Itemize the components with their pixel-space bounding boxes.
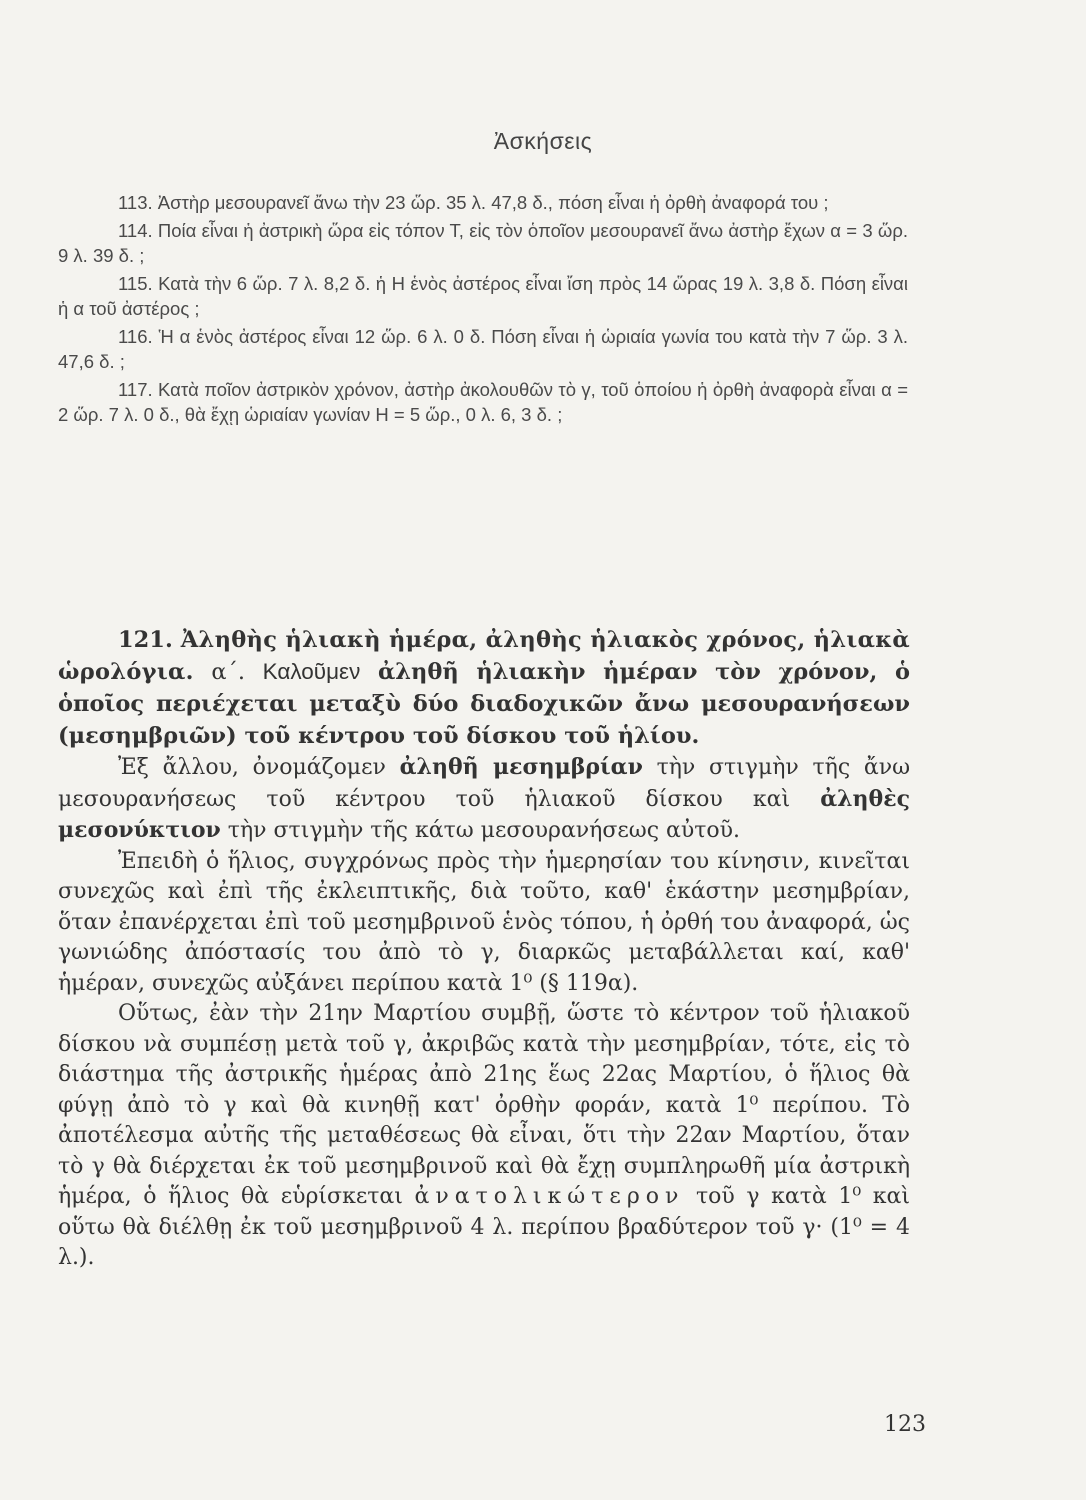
subsection-label: α΄. bbox=[211, 659, 245, 685]
section-lead bbox=[58, 624, 910, 752]
p2-text-a: Ἐξ ἄλλου, ὀνομάζομεν bbox=[118, 755, 386, 780]
definition-intro: Καλοῦμεν bbox=[262, 659, 361, 684]
exercises-list bbox=[58, 190, 908, 430]
exercise-116: 116. Ἡ α ἑνὸς ἀστέρος εἶναι 12 ὥρ. 6 λ. 0 δ. Πόση εἶναι ἡ ὡριαία γωνία του κατὰ τὴν 7 ὥρ. 3 λ. 47,6 δ. ; bbox=[58, 326, 908, 372]
paragraph-noon-midnight bbox=[58, 752, 910, 847]
term-true-noon: ἀληθῆ μεσημβρίαν bbox=[399, 754, 643, 780]
section-number: 121. bbox=[118, 627, 173, 653]
p2-text-c: τὴν στιγμὴν τῆς ἄνω μεσουρανήσεως τοῦ κέντρου τοῦ ἡλιακοῦ δίσκου καὶ bbox=[58, 755, 911, 812]
exercise-117: 117. Κατὰ ποῖον ἀστρικὸν χρόνον, ἀστὴρ ἀκολουθῶν τὸ γ, τοῦ ὁποίου ἡ ὀρθὴ ἀναφορὰ εἶναι α = 2 ὥρ. 7 λ. 0 δ., θὰ ἔχῃ ὡριαίαν γωνίαν Η = 5 ὥρ., 0 λ. 6, 3 δ. ; bbox=[58, 379, 908, 425]
exercise-115: 115. Κατὰ τὴν 6 ὥρ. 7 λ. 8,2 δ. ἡ Η ἑνὸς ἀστέρος εἶναι ἴση πρὸς 14 ὥρας 19 λ. 3,8 δ. Πόση εἶναι ἡ α τοῦ ἀστέρος ; bbox=[58, 273, 908, 319]
p4-text-c: τοῦ γ κατὰ 1⁰ καὶ οὕτω θὰ διέλθῃ ἐκ τοῦ μεσημβρινοῦ 4 λ. περίπου βραδύτερον τοῦ γ· (1⁰ = 4 λ.). bbox=[58, 1184, 911, 1270]
paragraph-sun-motion: Ἐπειδὴ ὁ ἥλιος, συγχρόνως πρὸς τὴν ἡμερησίαν του κίνησιν, κινεῖται συνεχῶς καὶ ἐπὶ τῆς ἐκλειπτικῆς, διὰ τοῦτο, καθ' ἑκάστην μεσημβρίαν, ὅταν ἐπανέρχεται ἐπὶ τοῦ μεσημβρινοῦ ἑνὸς τόπου, ἡ ὀρθή του ἀναφορά, ὡς γωνιώδης ἀπόστασίς του ἀπὸ τὸ γ, διαρκῶς μεταβάλλεται καί, καθ' ἡμέραν, συνεχῶς αὐξάνει περίπου κατὰ 1⁰ (§ 119α). bbox=[58, 848, 910, 996]
term-true-midnight: ἀληθὲς μεσονύκτιον bbox=[58, 785, 910, 843]
p4-text-a: Οὕτως, ἐὰν τὴν 21ην Μαρτίου συμβῇ, ὥστε τὸ κέντρον τοῦ ἡλιακοῦ δίσκου νὰ συμπέσῃ μετὰ τοῦ γ, ἀκριβῶς κατὰ τὴν μεσημβρίαν, τότε, εἰς τὸ διάστημα τῆς ἀστρικῆς ἡμέρας ἀπὸ 21ης ἕως 22ας Μαρτίου, ὁ ἥλιος θὰ φύγῃ ἀπὸ τὸ γ καὶ θὰ κινηθῇ κατ' ὀρθὴν φοράν, κατὰ 1⁰ περίπου. Τὸ ἀποτέλεσμα αὐτῆς τῆς μεταθέσεως θὰ εἶναι, ὅτι τὴν 22αν Μαρτίου, ὅταν τὸ γ θὰ διέρχεται ἐκ τοῦ μεσημβρινοῦ καὶ θὰ ἔχῃ συμπληρωθῆ μία ἀστρικὴ ἡμέρα, ὁ ἥλιος θὰ εὑρίσκεται bbox=[58, 1001, 910, 1209]
p2-text-e: τὴν στιγμὴν τῆς κάτω μεσουρανήσεως αὐτοῦ. bbox=[227, 818, 741, 843]
page-number: 123 bbox=[884, 1412, 926, 1437]
section-title: Ἀληθὴς ἡλιακὴ ἡμέρα, ἀληθὴς ἡλιακὸς χρόνος, ἡλιακὰ ὡρολόγια. bbox=[58, 627, 910, 685]
exercises-heading: Ἀσκήσεις bbox=[493, 128, 593, 154]
paragraph-example bbox=[58, 999, 910, 1274]
term-more-eastern: ἀνατολικώτερον bbox=[414, 1184, 685, 1209]
exercise-113: 113. Ἀστὴρ μεσουρανεῖ ἄνω τὴν 23 ὥρ. 35 λ. 47,8 δ., πόση εἶναι ἡ ὀρθὴ ἀναφορά του ; bbox=[118, 192, 829, 213]
exercise-114: 114. Ποία εἶναι ἡ ἀστρικὴ ὥρα εἰς τόπον Τ, εἰς τὸν ὁποῖον μεσουρανεῖ ἄνω ἀστὴρ ἔχων α = 3 ὥρ. 9 λ. 39 δ. ; bbox=[58, 220, 908, 266]
definition-text: ἀληθῆ ἡλιακὴν ἡμέραν τὸν χρόνον, ὁ ὁποῖος περιέχεται μεταξὺ δύο διαδοχικῶν ἄνω μεσουρανήσεων (μεσημβριῶν) τοῦ κέντρου τοῦ δίσκου τοῦ ἡλίου. bbox=[58, 659, 910, 749]
section-121 bbox=[58, 624, 910, 1274]
